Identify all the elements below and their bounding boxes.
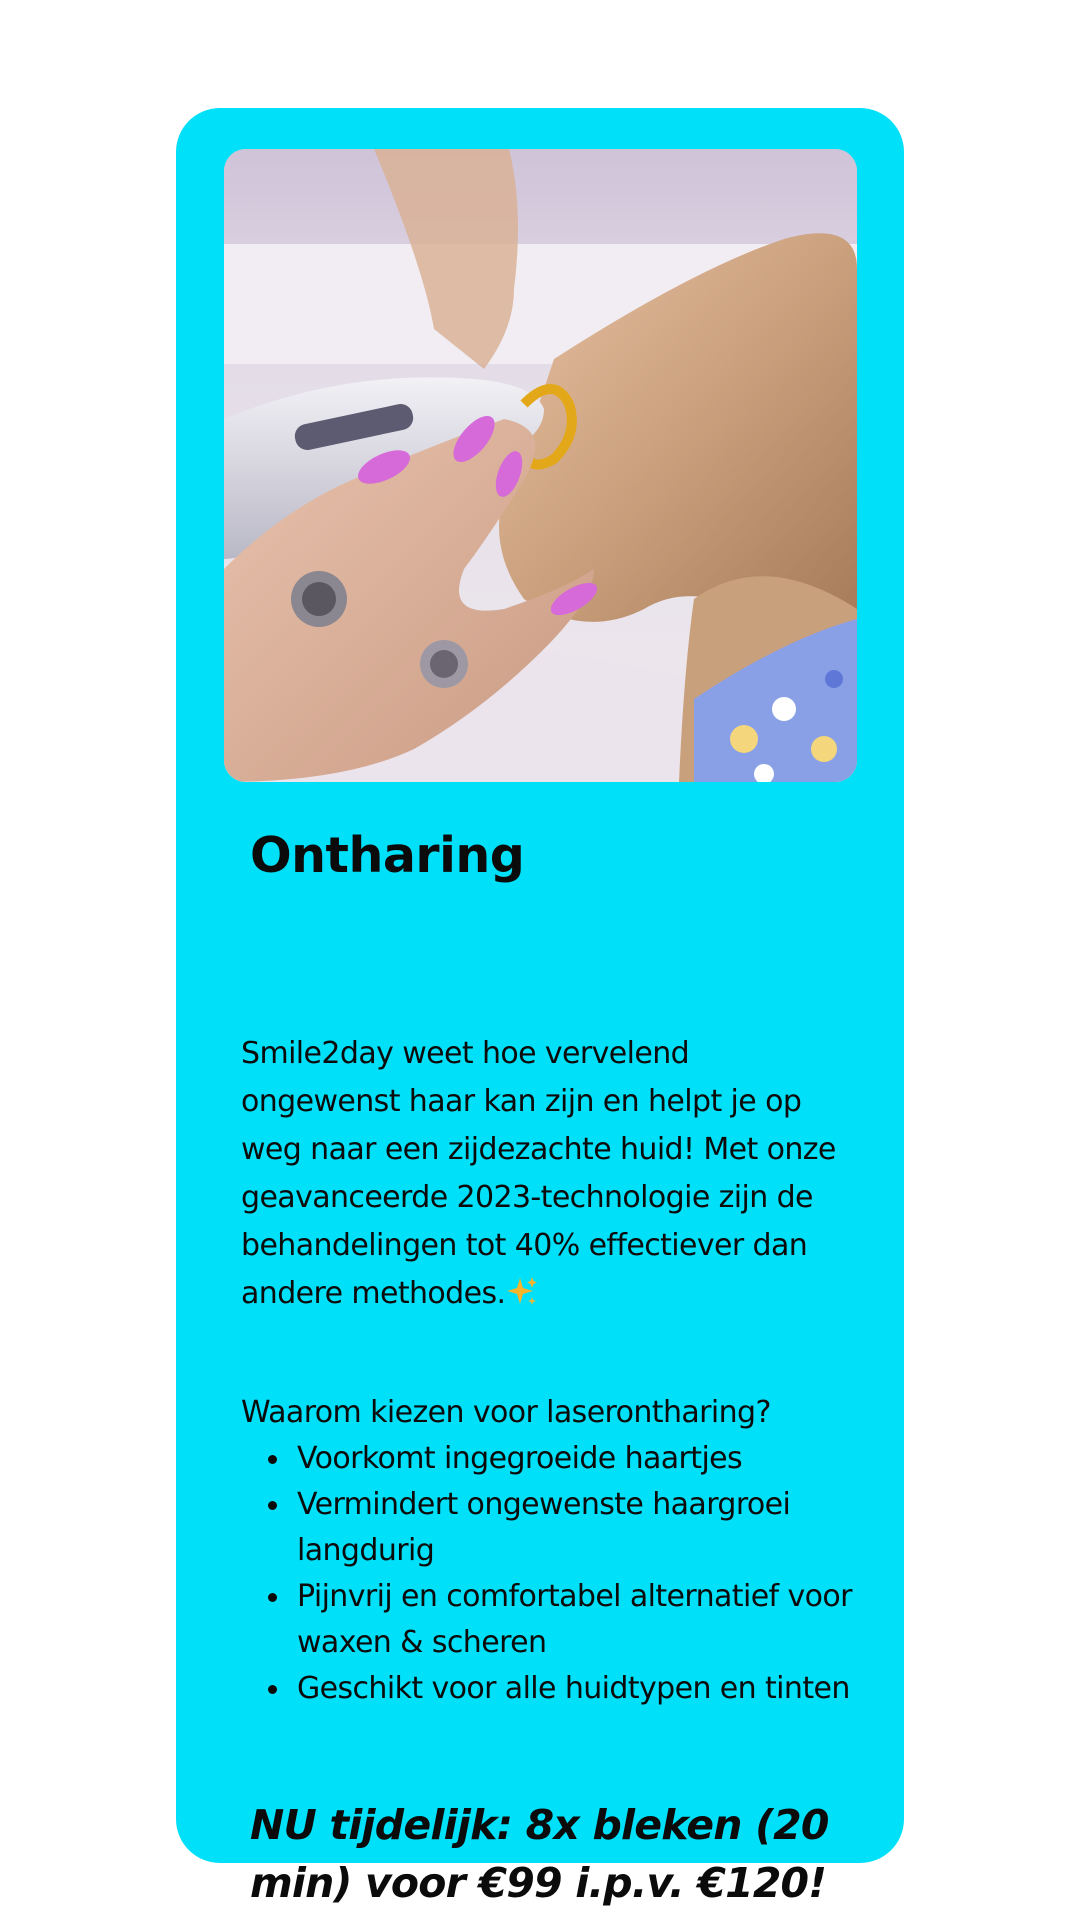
intro-text: Smile2day weet hoe vervelend ongewenst haar kan zijn en helpt je op weg naar een zijdezachte huid! Met onze geavanceerde 2023-technologie zijn de behandelingen tot 40% effectiever dan andere methodes. (241, 1036, 836, 1311)
card-title: Ontharing (250, 827, 525, 884)
why-heading: Waarom kiezen voor laserontharing? (241, 1395, 771, 1430)
promo-text: NU tijdelijk: 8x bleken (20 min) voor €99 i.p.v. €120! (250, 1801, 829, 1907)
list-item: Pijnvrij en comfortabel alternatief voor waxen & scheren (297, 1574, 877, 1666)
list-item: Voorkomt ingegroeide haartjes (297, 1436, 877, 1482)
laser-treatment-illustration (224, 149, 857, 782)
intro-paragraph (241, 1030, 841, 1318)
list-item: Vermindert ongewenste haargroei langdurig (297, 1482, 877, 1574)
benefits-list (297, 1436, 877, 1712)
list-item: Geschikt voor alle huidtypen en tinten (297, 1666, 877, 1712)
treatment-card (176, 108, 904, 1907)
treatment-photo (224, 149, 857, 782)
sparkles-icon (505, 1275, 539, 1309)
